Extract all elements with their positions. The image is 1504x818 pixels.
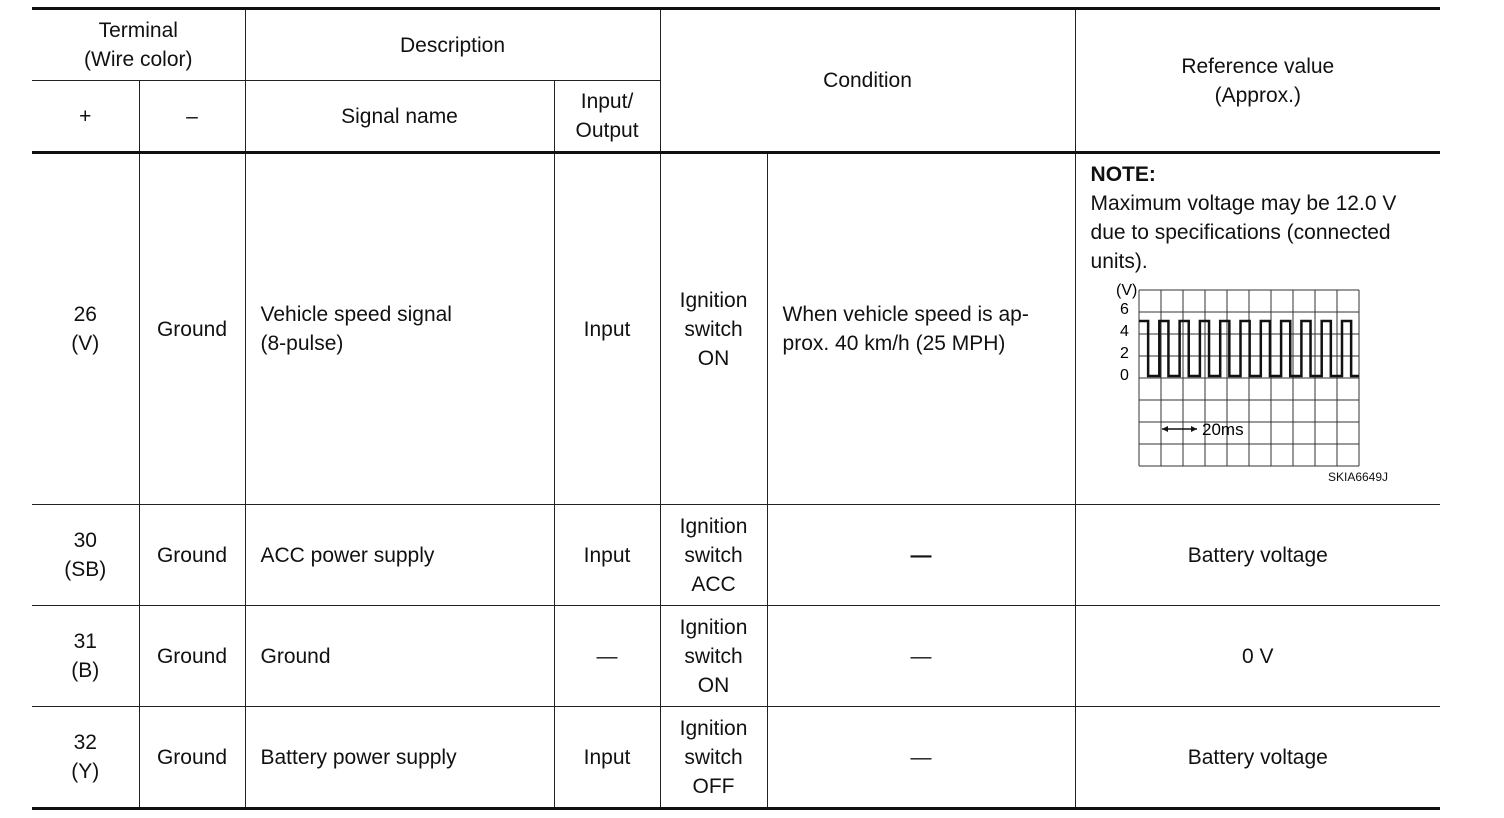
io-cell: Input bbox=[554, 707, 660, 809]
condition-line: ACC bbox=[691, 572, 736, 596]
minus-cell: Ground bbox=[139, 606, 245, 707]
signal-name: Vehicle speed signal bbox=[260, 303, 452, 326]
waveform-grid bbox=[1139, 290, 1359, 466]
condition-detail-cell: — bbox=[767, 606, 1075, 707]
condition-line: switch bbox=[684, 317, 743, 341]
terminal-cell bbox=[32, 606, 139, 707]
signal-name-header: Signal name bbox=[245, 81, 554, 153]
table-row bbox=[32, 606, 1440, 707]
condition-header: Condition bbox=[660, 9, 1075, 153]
description-header: Description bbox=[245, 9, 660, 81]
wire-color-label: (Wire color) bbox=[84, 48, 193, 71]
figure-code: SKIA6649J bbox=[1327, 470, 1389, 484]
terminal-number: 26 bbox=[73, 303, 97, 326]
condition-detail-cell: — bbox=[767, 505, 1075, 606]
condition-detail-cell bbox=[767, 153, 1075, 505]
wave-tick-label: 0 bbox=[1119, 367, 1129, 384]
note-text: Maximum voltage may be 12.0 V bbox=[1090, 192, 1397, 215]
terminal-label: Terminal bbox=[98, 19, 178, 42]
reference-value-cell bbox=[1075, 153, 1440, 505]
condition-cell bbox=[660, 606, 767, 707]
terminal-cell bbox=[32, 707, 139, 809]
wave-tick-label: 2 bbox=[1119, 345, 1129, 362]
terminal-header bbox=[32, 9, 245, 81]
reference-value-label: Reference value bbox=[1181, 54, 1335, 78]
minus-cell: Ground bbox=[139, 707, 245, 809]
approx-label: (Approx.) bbox=[1214, 83, 1301, 107]
signal-name-cell: Ground bbox=[245, 606, 554, 707]
table-row bbox=[32, 505, 1440, 606]
condition-line: ON bbox=[697, 673, 730, 697]
reference-value-header bbox=[1075, 9, 1440, 153]
condition-detail: When vehicle speed is ap- bbox=[782, 303, 1029, 326]
condition-detail: prox. 40 km/h (25 MPH) bbox=[782, 332, 1006, 355]
io-cell: Input bbox=[554, 505, 660, 606]
minus-header: – bbox=[139, 81, 245, 153]
io-cell: Input bbox=[554, 153, 660, 505]
table-row bbox=[32, 153, 1440, 505]
note-text: due to specifications (connected bbox=[1090, 221, 1391, 244]
condition-line: Ignition bbox=[679, 514, 748, 538]
terminal-table bbox=[32, 7, 1440, 810]
reference-value-cell: 0 V bbox=[1075, 606, 1440, 707]
signal-name-cell bbox=[245, 153, 554, 505]
condition-line: Ignition bbox=[679, 288, 748, 312]
signal-name-detail: (8-pulse) bbox=[260, 332, 344, 355]
signal-name-cell: Battery power supply bbox=[245, 707, 554, 809]
table-row bbox=[32, 707, 1440, 809]
arrow-head-right bbox=[1191, 426, 1197, 432]
wire-color: (Y) bbox=[71, 760, 100, 783]
terminal-number: 30 bbox=[73, 529, 97, 552]
condition-line: ON bbox=[697, 346, 730, 370]
condition-cell bbox=[660, 707, 767, 809]
wave-tick-label: 6 bbox=[1119, 301, 1129, 318]
wave-unit-label: (V) bbox=[1115, 282, 1137, 299]
condition-cell bbox=[660, 153, 767, 505]
wire-color: (SB) bbox=[64, 558, 107, 581]
wire-color: (B) bbox=[71, 659, 100, 682]
wave-tick-label: 4 bbox=[1119, 323, 1129, 340]
signal-name-cell: ACC power supply bbox=[245, 505, 554, 606]
time-scale-label: 20ms bbox=[1201, 420, 1244, 439]
condition-detail-cell: — bbox=[767, 707, 1075, 809]
terminal-number: 32 bbox=[73, 731, 97, 754]
condition-line: OFF bbox=[692, 774, 735, 798]
minus-cell: Ground bbox=[139, 153, 245, 505]
plus-header: + bbox=[32, 81, 139, 153]
header-row-1 bbox=[32, 9, 1440, 81]
waveform-figure bbox=[1091, 280, 1391, 480]
output-label: Output bbox=[575, 119, 639, 142]
terminal-cell bbox=[32, 505, 139, 606]
terminal-cell bbox=[32, 153, 139, 505]
wire-color: (V) bbox=[71, 332, 100, 355]
minus-cell: Ground bbox=[139, 505, 245, 606]
condition-line: switch bbox=[684, 543, 743, 567]
reference-value-cell: Battery voltage bbox=[1075, 707, 1440, 809]
note-title: NOTE: bbox=[1090, 163, 1156, 186]
condition-line: Ignition bbox=[679, 716, 748, 740]
waveform-line bbox=[1139, 321, 1359, 376]
io-cell: — bbox=[554, 606, 660, 707]
reference-value-cell: Battery voltage bbox=[1075, 505, 1440, 606]
condition-line: Ignition bbox=[679, 615, 748, 639]
condition-line: switch bbox=[684, 644, 743, 668]
condition-cell bbox=[660, 505, 767, 606]
condition-line: switch bbox=[684, 745, 743, 769]
input-label: Input/ bbox=[580, 90, 634, 113]
input-output-header bbox=[554, 81, 660, 153]
terminal-number: 31 bbox=[73, 630, 97, 653]
note-text: units). bbox=[1090, 250, 1148, 273]
arrow-head-left bbox=[1162, 426, 1168, 432]
